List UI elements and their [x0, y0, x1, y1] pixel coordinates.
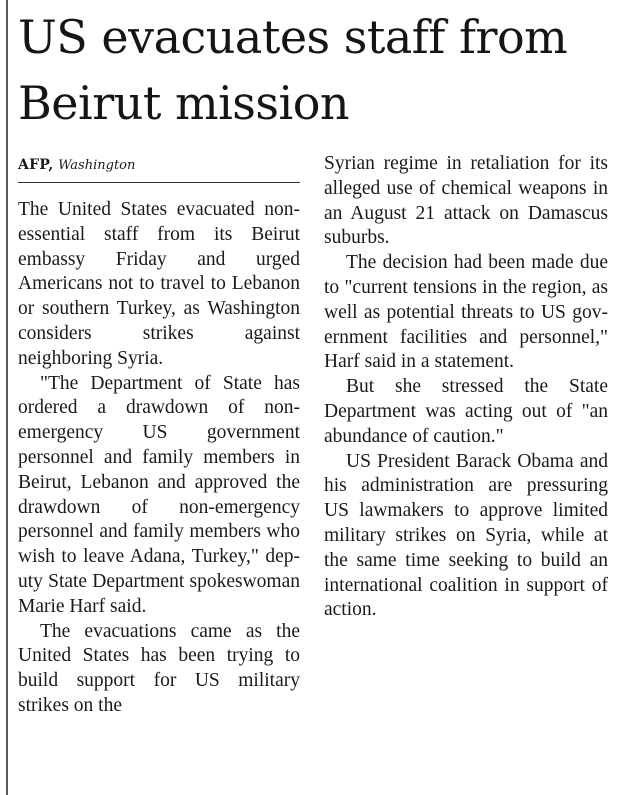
headline: US evacuates staff from Beirut mission [18, 10, 568, 130]
byline-agency: AFP, [18, 157, 54, 173]
article-column-2 [324, 152, 608, 623]
paragraph-5: But she stressed the State Department was acting out of "an abundance of caution." [324, 376, 608, 447]
paragraph-4: The decision had been made due to "current tensions in the region, as well as potential threats to US government facilities and personnel," Harf said in a statement. [324, 252, 608, 373]
byline-location: Washington [58, 158, 136, 173]
column-rule [6, 0, 8, 795]
byline [18, 156, 300, 183]
paragraph-6: US President Barack Obama and his administration are pressuring US lawmakers to approve limited military strikes on Syria, while at the same time seeking to build an international coalition in support of action. [324, 450, 608, 621]
paragraph-3-continued: Syrian regime in retaliation for its alleged use of chemical weapons in an August 21 attack on Damascus suburbs. [324, 153, 608, 249]
paragraph-2: "The Department of State has ordered a drawdown of non-emergency US government personnel and family members in Beirut, Lebanon and approved the drawdown of non-emergency personnel and family members who wish to leave Adana, Turkey," deputy State Department spokeswoman Marie Harf said. [18, 372, 300, 617]
article-column-1 [18, 198, 300, 719]
paragraph-3: The evacuations came as the United States has been trying to build support for US military strikes on the [18, 620, 300, 716]
paragraph-1: The United States evacuated non-essential staff from its Beirut embassy Friday and urged Americans not to travel to Lebanon or southern Turkey, as Washington considers strikes against neighboring Syria. [18, 199, 300, 369]
